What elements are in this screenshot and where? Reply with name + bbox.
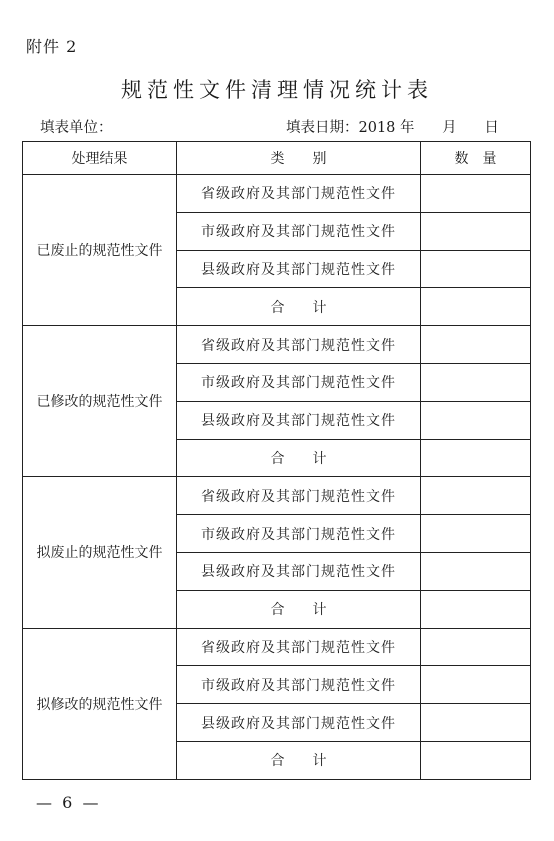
quantity-cell[interactable]: [421, 628, 531, 666]
quantity-cell[interactable]: [421, 477, 531, 515]
statistics-table: [22, 141, 531, 780]
subtotal-label: 合 计: [177, 288, 421, 326]
quantity-cell[interactable]: [421, 175, 531, 213]
subtotal-quantity-cell[interactable]: [421, 590, 531, 628]
table-header-row: [23, 142, 531, 175]
category-cell: 县级政府及其部门规范性文件: [177, 250, 421, 288]
quantity-cell[interactable]: [421, 250, 531, 288]
result-cell: 拟废止的规范性文件: [23, 477, 177, 628]
category-cell: 市级政府及其部门规范性文件: [177, 363, 421, 401]
category-cell: 县级政府及其部门规范性文件: [177, 401, 421, 439]
category-cell: 县级政府及其部门规范性文件: [177, 704, 421, 742]
header-quantity: 数 量: [421, 142, 531, 175]
category-cell: 市级政府及其部门规范性文件: [177, 666, 421, 704]
page-number: — 6 —: [36, 793, 99, 812]
result-cell: 已废止的规范性文件: [23, 175, 177, 326]
subtotal-label: 合 计: [177, 439, 421, 477]
header-category: 类 别: [177, 142, 421, 175]
subtotal-quantity-cell[interactable]: [421, 741, 531, 779]
subtotal-quantity-cell[interactable]: [421, 288, 531, 326]
quantity-cell[interactable]: [421, 666, 531, 704]
subtotal-label: 合 计: [177, 590, 421, 628]
quantity-cell[interactable]: [421, 326, 531, 364]
category-cell: 省级政府及其部门规范性文件: [177, 477, 421, 515]
table-row: [23, 628, 531, 666]
fill-date-label: 填表日期：2018 年 月 日: [286, 120, 499, 136]
category-cell: 市级政府及其部门规范性文件: [177, 212, 421, 250]
table-row: [23, 477, 531, 515]
subtotal-quantity-cell[interactable]: [421, 439, 531, 477]
table-row: [23, 326, 531, 364]
attachment-label: 附件 2: [26, 37, 78, 56]
quantity-cell[interactable]: [421, 401, 531, 439]
quantity-cell[interactable]: [421, 704, 531, 742]
result-cell: 已修改的规范性文件: [23, 326, 177, 477]
table-row: [23, 175, 531, 213]
subtotal-label: 合 计: [177, 741, 421, 779]
quantity-cell[interactable]: [421, 552, 531, 590]
category-cell: 省级政府及其部门规范性文件: [177, 628, 421, 666]
result-cell: 拟修改的规范性文件: [23, 628, 177, 779]
quantity-cell[interactable]: [421, 363, 531, 401]
quantity-cell[interactable]: [421, 515, 531, 553]
quantity-cell[interactable]: [421, 212, 531, 250]
category-cell: 省级政府及其部门规范性文件: [177, 175, 421, 213]
page-title: 规范性文件清理情况统计表: [121, 78, 433, 102]
fill-unit-label: 填表单位：: [40, 120, 113, 136]
category-cell: 省级政府及其部门规范性文件: [177, 326, 421, 364]
header-result: 处理结果: [23, 142, 177, 175]
category-cell: 市级政府及其部门规范性文件: [177, 515, 421, 553]
category-cell: 县级政府及其部门规范性文件: [177, 552, 421, 590]
